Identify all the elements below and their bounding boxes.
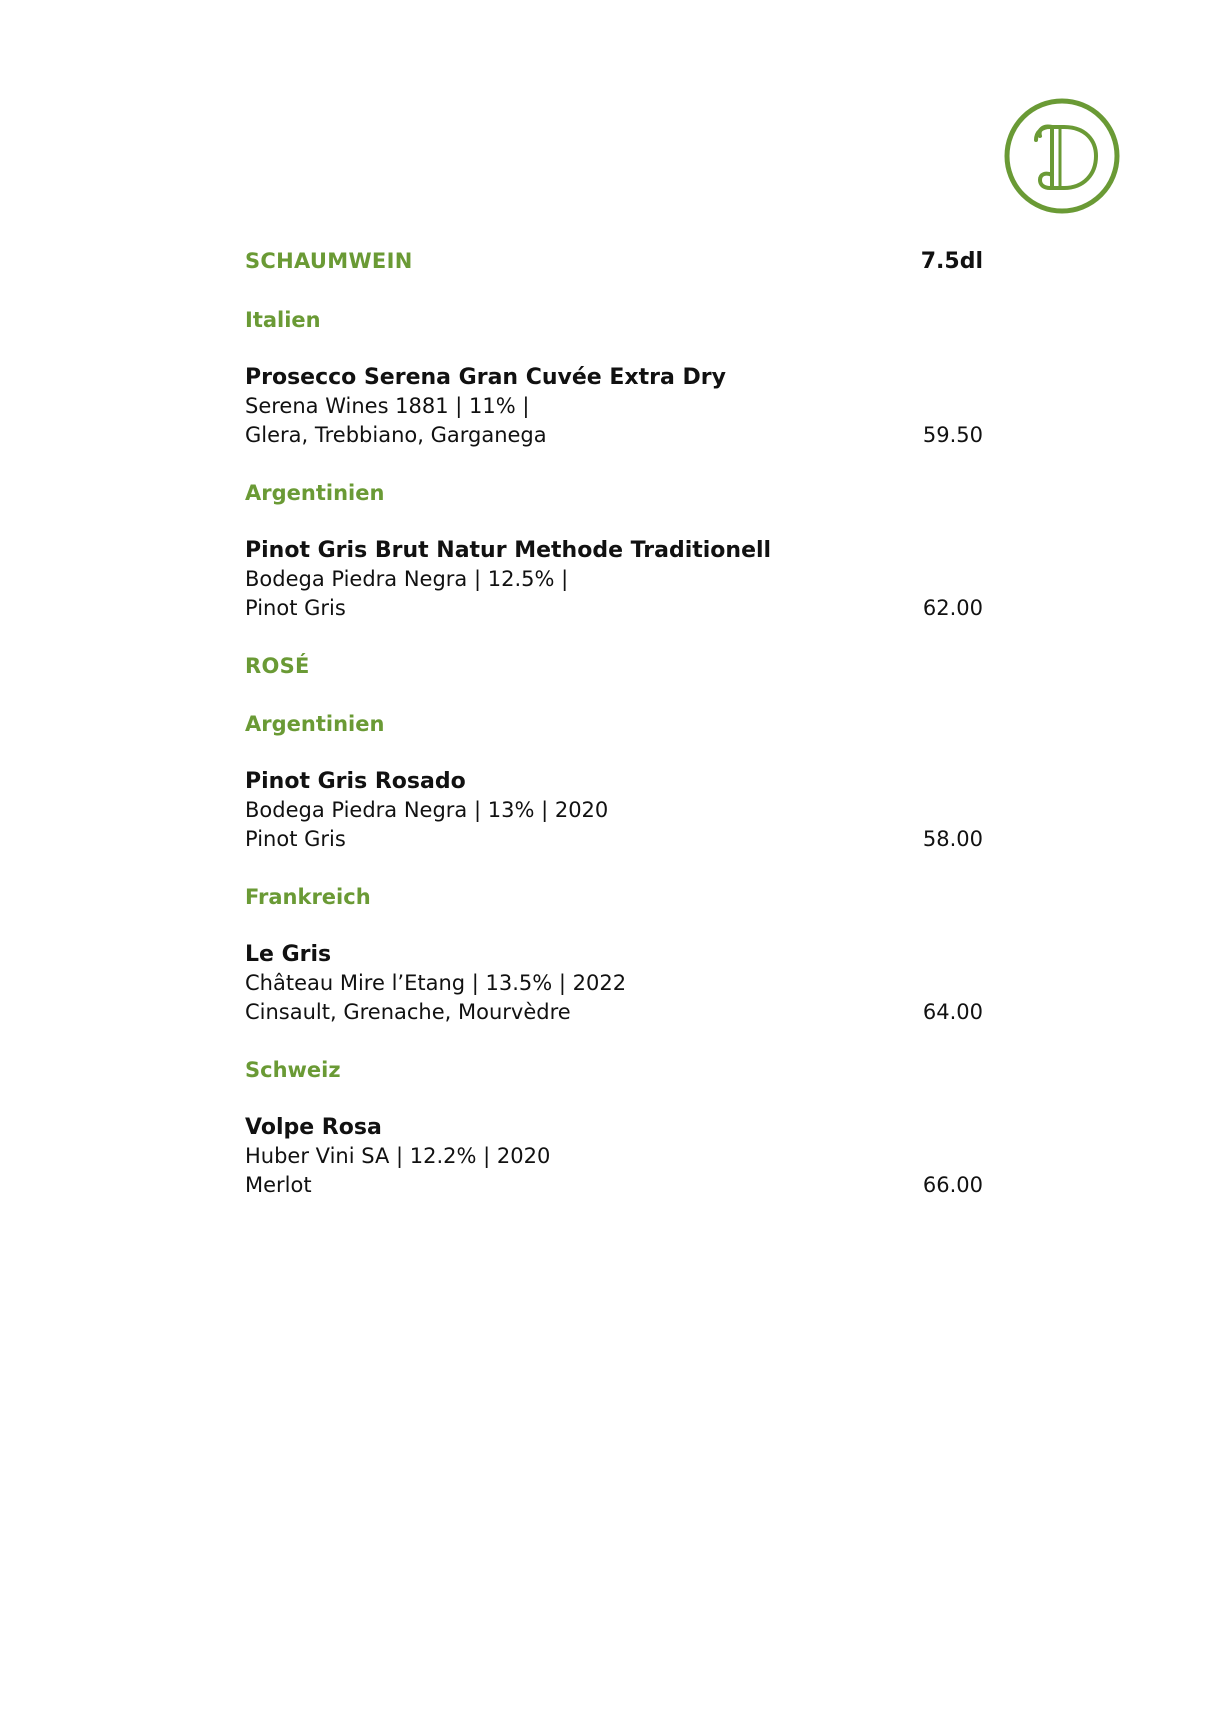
wine-price: 62.00 (922, 596, 983, 620)
wine-price: 66.00 (922, 1173, 983, 1197)
country-heading: Schweiz (245, 1058, 341, 1082)
wine-name: Prosecco Serena Gran Cuvée Extra Dry (245, 365, 726, 390)
d-monogram-logo (1002, 96, 1122, 216)
wine-item (245, 940, 983, 1027)
wine-item (245, 536, 983, 623)
wine-name: Pinot Gris Rosado (245, 769, 466, 794)
wine-producer: Huber Vini SA | 12.2% | 2020 (245, 1144, 551, 1168)
wine-grapes: Merlot (245, 1173, 312, 1197)
d-monogram-icon (1002, 96, 1122, 216)
wine-price: 58.00 (922, 827, 983, 851)
wine-name: Volpe Rosa (245, 1115, 382, 1140)
wine-price: 59.50 (922, 423, 983, 447)
wine-grapes: Cinsault, Grenache, Mourvèdre (245, 1000, 571, 1024)
wine-name: Le Gris (245, 942, 332, 967)
wine-name: Pinot Gris Brut Natur Methode Traditionell (245, 538, 772, 563)
wine-item (245, 363, 983, 450)
section-title-schaumwein: SCHAUMWEIN (245, 249, 413, 273)
wine-producer: Château Mire l’Etang | 13.5% | 2022 (245, 971, 627, 995)
volume-label: 7.5dl (920, 249, 983, 274)
wine-item (245, 767, 983, 854)
country-heading: Frankreich (245, 885, 371, 909)
wine-producer: Bodega Piedra Negra | 13% | 2020 (245, 798, 609, 822)
wine-grapes: Pinot Gris (245, 596, 346, 620)
menu-header (245, 246, 983, 277)
wine-grapes: Pinot Gris (245, 827, 346, 851)
wine-producer: Bodega Piedra Negra | 12.5% | (245, 567, 569, 591)
section-title-rose: ROSÉ (245, 654, 310, 678)
wine-item (245, 1113, 983, 1200)
wine-grapes: Glera, Trebbiano, Garganega (245, 423, 547, 447)
country-heading: Argentinien (245, 712, 385, 736)
wine-producer: Serena Wines 1881 | 11% | (245, 394, 530, 418)
wine-menu (245, 246, 983, 1200)
wine-price: 64.00 (922, 1000, 983, 1024)
country-heading: Italien (245, 308, 321, 332)
country-heading: Argentinien (245, 481, 385, 505)
